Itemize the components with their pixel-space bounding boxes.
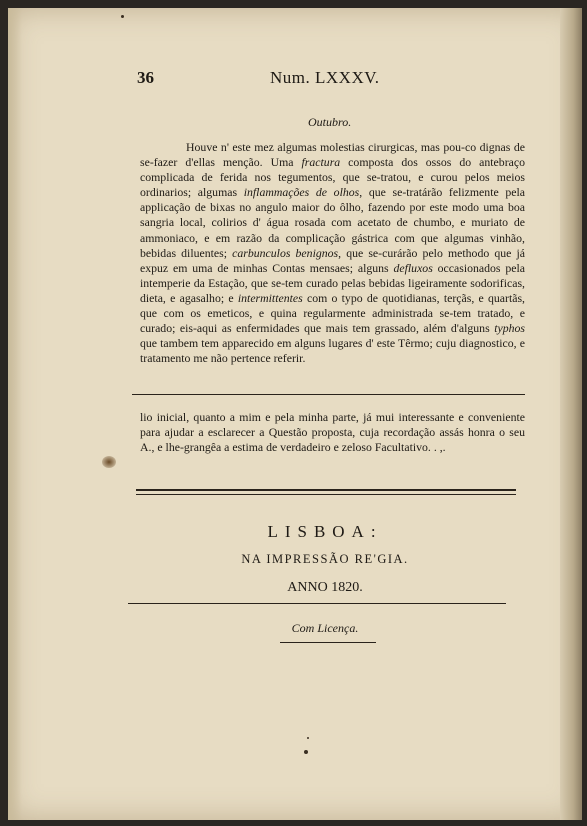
section-rule [132,394,525,395]
text-run: occasionados pela intemperie da Estação, que se-tem curado pelas bebidas ligeiramente sodorificas, dieta, e agasalho; e [140,260,525,305]
term-typhos: typhos [494,321,525,336]
issue-number: Num. LXXXV. [270,68,380,87]
imprint-year: ANNO 1820. [287,580,363,595]
continuation-paragraph: lio inicial, quanto a mim e pela minha parte, já mui interessante e conveniente para ajudar a esclarecer a Questão proposta, cuja recordação assás honra o seu A., e lhe-grangêa a estima de verdadeiro e zeloso Facultativo. . ,. [140,410,525,455]
imprint-place: LISBOA: [267,522,383,541]
running-header [8,68,582,92]
text-run: composta dos ossos do antebraço complicada de ferida nos tegumentos, que se-tratou, e curou pelos meios ordinarios; algumas [140,155,525,200]
term-carbunculos: carbunculos benignos [232,245,339,260]
page-left-shadow [8,8,22,820]
imprint-printer: NA IMPRESSÃO RE'GIA. [241,552,409,566]
text-run: , que se-tratárão felizmente pela applicação de bixas no angulo maior do ôlho, fazendo por este modo uma boa sangria local, colirios d' água rosada com acetato de chumbo, e muriato de ammoniaco, e em razão da complicação gástrica com que algumas vinhão, bebidas diluentes; [140,185,525,260]
imprint-licence: Com Licença. [291,621,359,635]
printer-ornament-dot [304,750,308,754]
printer-ornament-dot [121,15,124,18]
text-run: Houve n' este mez algumas molestias cirurgicas, mas pou-co dignas de se-fazer d'ellas menção. Uma [140,140,525,170]
book-page [8,8,582,820]
page-number: 36 [137,68,154,87]
double-rule-top [136,489,516,491]
term-fractura: fractura [301,155,341,170]
printer-ornament-dot [307,737,309,739]
imprint-rule [128,603,506,604]
month-heading: Outubro. [308,115,352,129]
text-run: que tambem tem apparecido em alguns lugares d' este Têrmo; cuju diagnostico, e tratamento me não pertence referir. [140,336,525,366]
licence-underline [280,642,376,643]
term-intermittentes: intermittentes [237,290,303,305]
report-paragraph [140,140,525,366]
text-run: com o typo de quotidianas, terçãs, e quartãs, que com os emeticos, e quina regularmente administrada se-tem tratado, e curado; eis-aqui as enfermidades que mais tem grassado, além d'alguns [140,290,525,336]
term-inflammacoes: inflammações de olhos [243,185,360,200]
term-defluxos: defluxos [393,260,433,275]
double-rule-bottom [136,494,516,495]
text-run: , que se-curárão pelo methodo que já expuz em uma de minhas Contas mensaes; alguns [140,245,525,275]
ink-stain [102,456,116,468]
page-gutter [560,8,582,820]
